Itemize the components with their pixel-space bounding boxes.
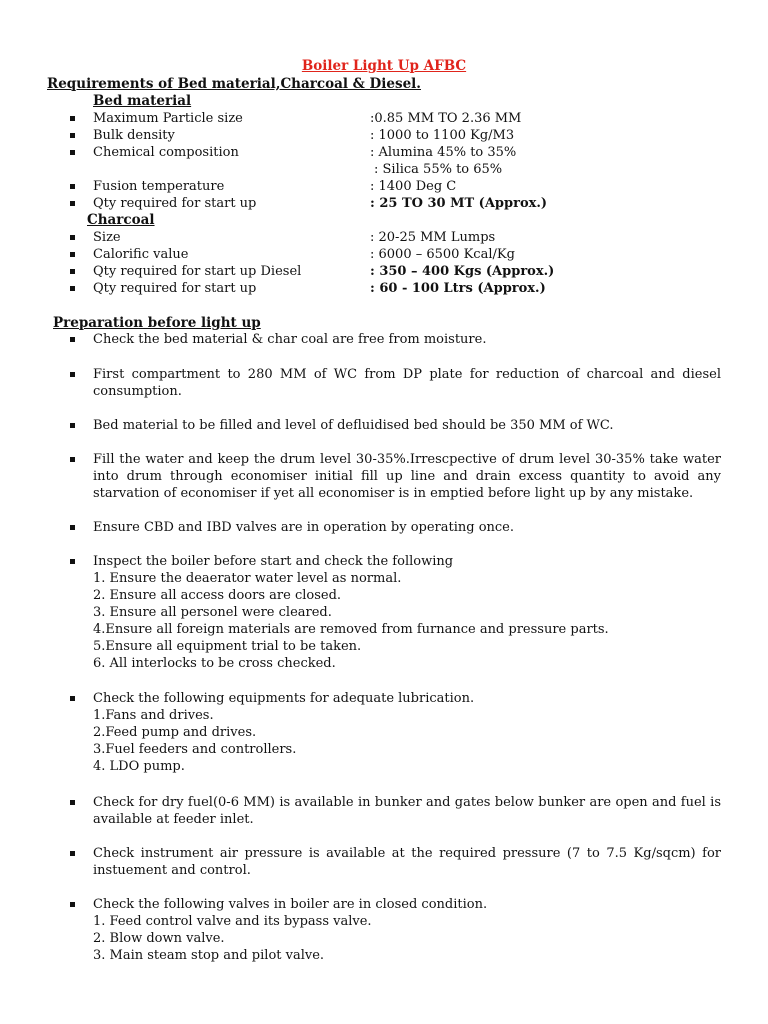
charcoal-value: : 20-25 MM Lumps (370, 230, 496, 245)
bullet-icon (70, 286, 75, 291)
bullet-icon (70, 457, 75, 462)
bullet-icon (70, 525, 75, 530)
charcoal-heading: Charcoal (87, 212, 155, 228)
preparation-item (93, 417, 721, 434)
bullet-icon (70, 201, 75, 206)
preparation-line: 5.Ensure all equipment trial to be taken. (93, 639, 362, 654)
bed-material-label: Chemical composition (93, 145, 239, 160)
preparation-line: First compartment to 280 MM of WC from DP plate for reduction of charcoal and diesel (93, 367, 721, 382)
preparation-line: Check the bed material & char coal are free from moisture. (93, 332, 487, 347)
preparation-line: Bed material to be filled and level of defluidised bed should be 350 MM of WC. (93, 418, 614, 433)
preparation-line: 1. Feed control valve and its bypass valve. (93, 914, 372, 929)
bed-material-value: : 25 TO 30 MT (Approx.) (370, 196, 548, 211)
bed-material-value: :0.85 MM TO 2.36 MM (370, 111, 522, 126)
bullet-icon (70, 851, 75, 856)
bullet-icon (70, 235, 75, 240)
charcoal-label: Qty required for start up (93, 281, 257, 296)
preparation-line: 2.Feed pump and drives. (93, 725, 257, 740)
preparation-line: 2. Blow down valve. (93, 931, 225, 946)
bullet-icon (70, 696, 75, 701)
bullet-icon (70, 150, 75, 155)
preparation-item (93, 690, 721, 775)
charcoal-value: : 350 – 400 Kgs (Approx.) (370, 264, 555, 279)
bed-material-value: : 1000 to 1100 Kg/M3 (370, 128, 515, 143)
preparation-item (93, 896, 721, 964)
preparation-item (93, 451, 721, 502)
preparation-line: 2. Ensure all access doors are closed. (93, 588, 342, 603)
bed-material-heading: Bed material (93, 93, 192, 109)
preparation-item (93, 794, 721, 828)
preparation-line: 6. All interlocks to be cross checked. (93, 656, 336, 671)
preparation-line: 3.Fuel feeders and controllers. (93, 742, 297, 757)
bullet-icon (70, 372, 75, 377)
bullet-icon (70, 423, 75, 428)
charcoal-value: : 6000 – 6500 Kcal/Kg (370, 247, 515, 262)
preparation-line: Check the following valves in boiler are in closed condition. (93, 897, 488, 912)
document-title: Boiler Light Up AFBC (301, 58, 467, 74)
preparation-line: Check instrument air pressure is available at the required pressure (7 to 7.5 Kg/sqcm) for (93, 846, 721, 861)
preparation-line: Ensure CBD and IBD valves are in operation by operating once. (93, 520, 515, 535)
bullet-icon (70, 184, 75, 189)
preparation-item (93, 845, 721, 879)
bullet-icon (70, 116, 75, 121)
bed-material-value: : Silica 55% to 65% (374, 162, 503, 177)
preparation-line: 3. Ensure all personel were cleared. (93, 605, 332, 620)
bed-material-label: Maximum Particle size (93, 111, 243, 126)
charcoal-label: Qty required for start up Diesel (93, 264, 302, 279)
bullet-icon (70, 269, 75, 274)
bullet-icon (70, 133, 75, 138)
preparation-line: 4.Ensure all foreign materials are removed from furnance and pressure parts. (93, 622, 609, 637)
preparation-line: Check the following equipments for adequate lubrication. (93, 691, 475, 706)
bed-material-label: Qty required for start up (93, 196, 257, 211)
charcoal-label: Calorific value (93, 247, 189, 262)
bullet-icon (70, 902, 75, 907)
preparation-line: 1. Ensure the deaerator water level as normal. (93, 571, 402, 586)
preparation-line: instuement and control. (93, 863, 251, 878)
bullet-icon (70, 800, 75, 805)
preparation-line: starvation of economiser if yet all economiser is in emptied before light up by any mistake. (93, 486, 694, 501)
preparation-line: Check for dry fuel(0-6 MM) is available in bunker and gates below bunker are open and fuel is (93, 795, 721, 810)
bed-material-value: : 1400 Deg C (370, 179, 457, 194)
bed-material-value: : Alumina 45% to 35% (370, 145, 517, 160)
preparation-item (93, 366, 721, 400)
preparation-item (93, 331, 721, 348)
bullet-icon (70, 559, 75, 564)
bed-material-label: Fusion temperature (93, 179, 225, 194)
preparation-item (93, 519, 721, 536)
preparation-line: into drum through economiser initial fill up line and drain excess quantity to avoid any (93, 469, 721, 484)
preparation-line: 4. LDO pump. (93, 759, 185, 774)
preparation-line: Fill the water and keep the drum level 30-35%.Irrescpective of drum level 30-35% take water (93, 452, 721, 467)
preparation-line: consumption. (93, 384, 182, 399)
preparation-line: Inspect the boiler before start and check the following (93, 554, 454, 569)
preparation-line: available at feeder inlet. (93, 812, 254, 827)
bed-material-label: Bulk density (93, 128, 175, 143)
bullet-icon (70, 252, 75, 257)
charcoal-value: : 60 - 100 Ltrs (Approx.) (370, 281, 546, 296)
preparation-line: 3. Main steam stop and pilot valve. (93, 948, 325, 963)
bullet-icon (70, 337, 75, 342)
preparation-line: 1.Fans and drives. (93, 708, 214, 723)
preparation-heading: Preparation before light up (53, 315, 261, 331)
requirements-heading: Requirements of Bed material,Charcoal & Diesel. (47, 76, 421, 92)
charcoal-label: Size (93, 230, 121, 245)
preparation-item (93, 553, 721, 672)
